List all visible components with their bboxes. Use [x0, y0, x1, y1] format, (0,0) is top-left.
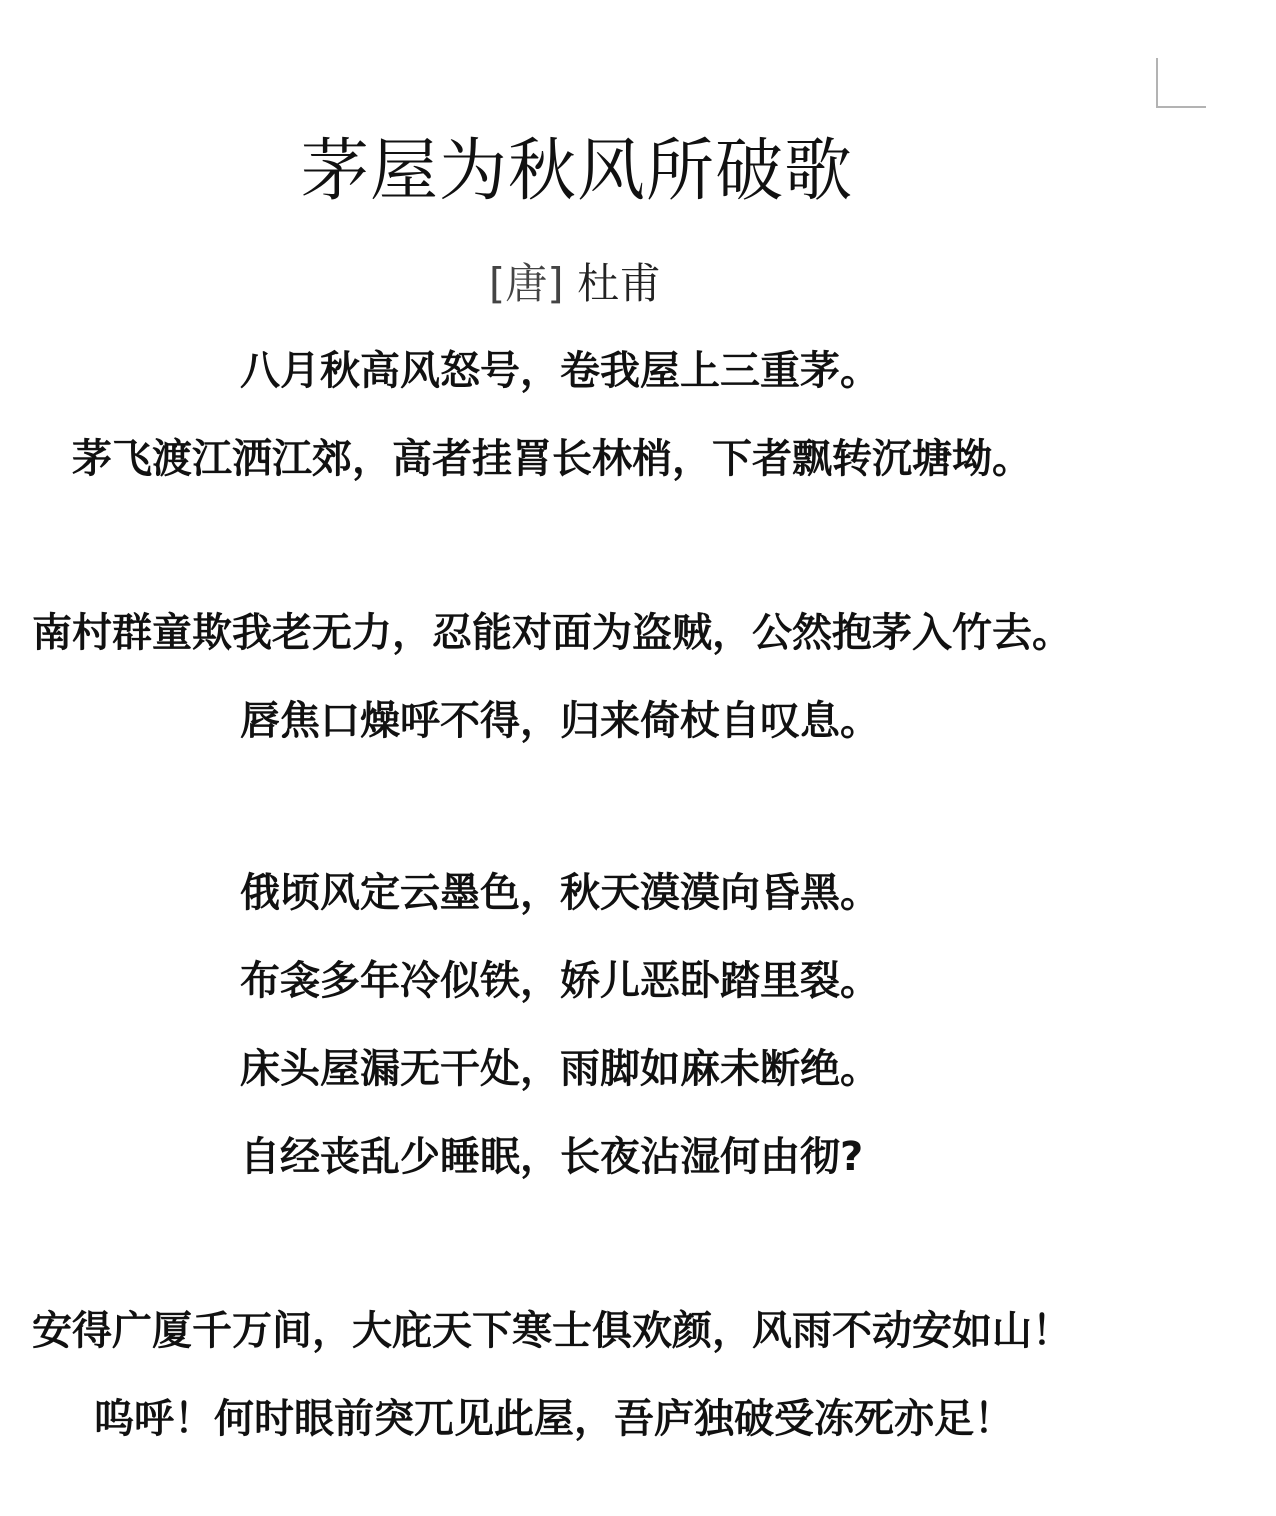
poem-line: 安得广厦千万间，大庇天下寒士俱欢颜，风雨不动安如山！ [32, 1308, 1072, 1354]
poem-line: 俄顷风定云墨色，秋天漠漠向昏黑。 [240, 870, 880, 916]
poem-line: 自经丧乱少睡眠，长夜沾湿何由彻? [240, 1134, 864, 1180]
poem-title: 茅屋为秋风所破歌 [300, 132, 853, 211]
poem-byline [0, 258, 1150, 310]
poem-line: 呜呼！何时眼前突兀见此屋，吾庐独破受冻死亦足！ [94, 1396, 1014, 1442]
poem-line: 唇焦口燥呼不得，归来倚杖自叹息。 [240, 698, 880, 744]
poem-dynasty: [唐] [488, 259, 564, 308]
poem-line: 八月秋高风怒号，卷我屋上三重茅。 [240, 348, 880, 394]
poem-line: 茅飞渡江洒江郊，高者挂罥长林梢，下者飘转沉塘坳。 [72, 436, 1032, 482]
poem-author: 杜甫 [577, 259, 662, 308]
poem-line: 南村群童欺我老无力，忍能对面为盗贼，公然抱茅入竹去。 [32, 610, 1072, 656]
poem-line: 布衾多年冷似铁，娇儿恶卧踏里裂。 [240, 958, 880, 1004]
poem-line: 床头屋漏无干处，雨脚如麻未断绝。 [240, 1046, 880, 1092]
page-corner-marker [1156, 58, 1206, 108]
